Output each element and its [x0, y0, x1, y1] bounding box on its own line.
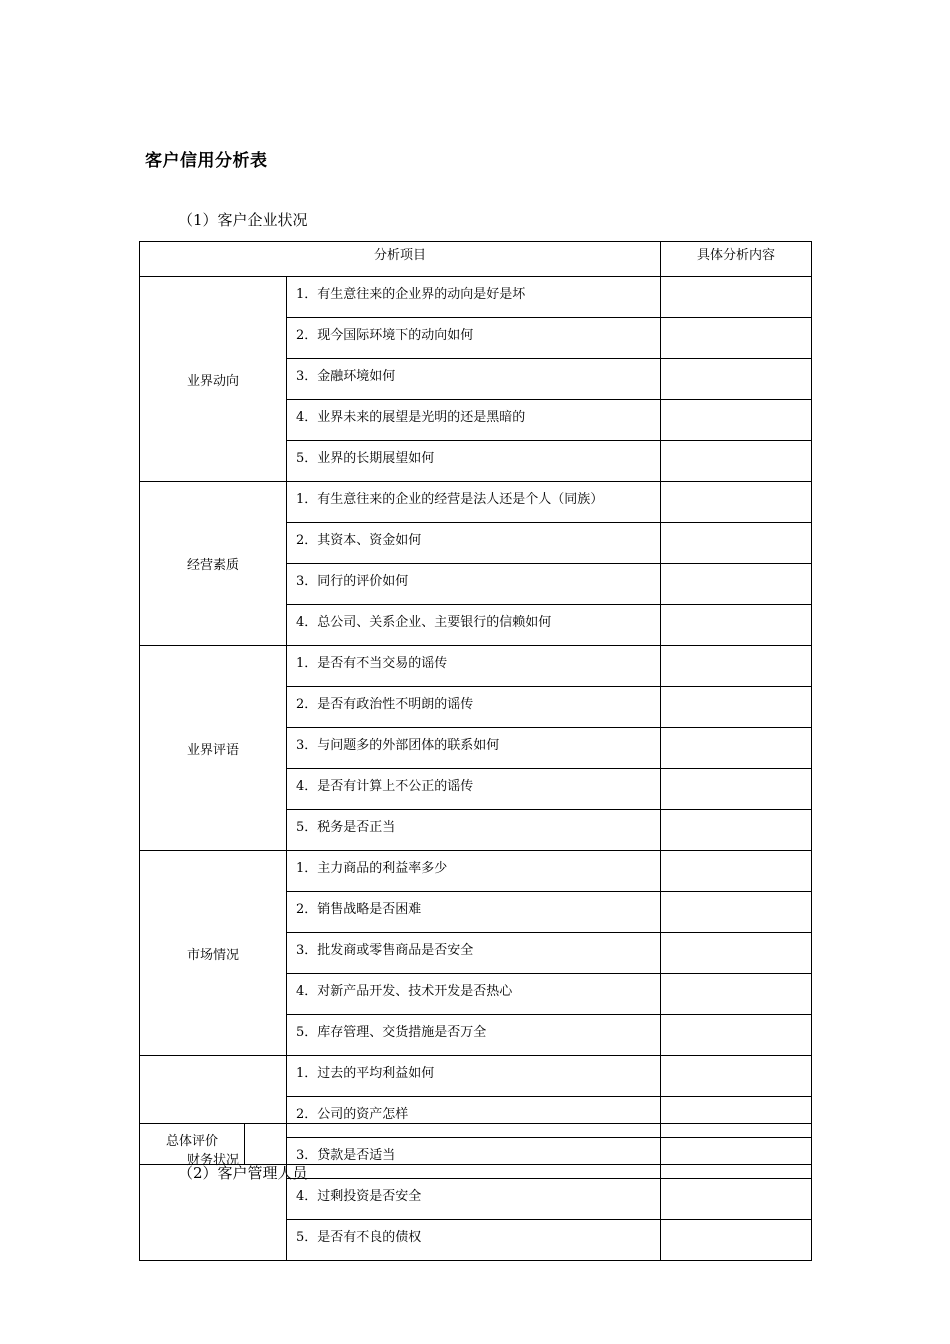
analysis-item-cell: 3．同行的评价如何 — [287, 564, 661, 605]
analysis-content-cell[interactable] — [661, 974, 812, 1015]
analysis-item-cell: 5．税务是否正当 — [287, 810, 661, 851]
analysis-content-cell[interactable] — [661, 523, 812, 564]
analysis-content-cell[interactable] — [661, 482, 812, 523]
analysis-content-cell[interactable] — [661, 810, 812, 851]
analysis-content-cell[interactable] — [661, 769, 812, 810]
analysis-item-cell: 3．批发商或零售商品是否安全 — [287, 933, 661, 974]
header-analysis-item: 分析项目 — [140, 242, 661, 277]
analysis-content-cell[interactable] — [661, 318, 812, 359]
analysis-item-cell: 4．过剩投资是否安全 — [287, 1179, 661, 1220]
analysis-content-cell[interactable] — [661, 277, 812, 318]
analysis-item-cell: 1．有生意往来的企业界的动向是好是坏 — [287, 277, 661, 318]
analysis-item-cell: 2．销售战略是否困难 — [287, 892, 661, 933]
analysis-content-cell[interactable] — [661, 359, 812, 400]
analysis-item-cell: 2．其资本、资金如何 — [287, 523, 661, 564]
analysis-item-cell: 5．是否有不良的债权 — [287, 1220, 661, 1261]
analysis-item-cell: 1．有生意往来的企业的经营是法人还是个人（同族） — [287, 482, 661, 523]
analysis-item-cell: 2．是否有政治性不明朗的谣传 — [287, 687, 661, 728]
analysis-item-cell: 3．金融环境如何 — [287, 359, 661, 400]
table-row — [140, 482, 812, 523]
analysis-content-cell[interactable] — [661, 441, 812, 482]
summary-table — [139, 1123, 812, 1165]
summary-content-cell[interactable] — [245, 1124, 812, 1165]
category-cell: 经营素质 — [140, 482, 287, 646]
analysis-item-cell: 3．贷款是否适当 — [287, 1138, 661, 1179]
analysis-item-cell: 4．业界未来的展望是光明的还是黑暗的 — [287, 400, 661, 441]
category-cell: 财务状况 — [140, 1056, 287, 1261]
analysis-content-cell[interactable] — [661, 1220, 812, 1261]
section-heading-enterprise: （1）客户企业状况 — [178, 211, 308, 229]
category-cell: 业界动向 — [140, 277, 287, 482]
summary-label: 总体评价 — [140, 1124, 245, 1165]
category-cell: 业界评语 — [140, 646, 287, 851]
analysis-item-cell: 2．公司的资产怎样 — [287, 1097, 661, 1138]
analysis-content-cell[interactable] — [661, 851, 812, 892]
header-analysis-content: 具体分析内容 — [661, 242, 812, 277]
analysis-item-cell: 4．总公司、关系企业、主要银行的信赖如何 — [287, 605, 661, 646]
table-header-row — [140, 242, 812, 277]
analysis-content-cell[interactable] — [661, 687, 812, 728]
document-title: 客户信用分析表 — [145, 151, 268, 171]
analysis-table-body — [140, 242, 812, 1261]
table-row — [140, 277, 812, 318]
analysis-item-cell: 3．与问题多的外部团体的联系如何 — [287, 728, 661, 769]
table-row — [140, 851, 812, 892]
table-row — [140, 646, 812, 687]
analysis-item-cell: 2．现今国际环境下的动向如何 — [287, 318, 661, 359]
analysis-item-cell: 5．业界的长期展望如何 — [287, 441, 661, 482]
analysis-content-cell[interactable] — [661, 728, 812, 769]
summary-row — [140, 1124, 812, 1165]
analysis-content-cell[interactable] — [661, 1015, 812, 1056]
analysis-content-cell[interactable] — [661, 1056, 812, 1097]
section-heading-management: （2）客户管理人员 — [178, 1164, 308, 1182]
analysis-content-cell[interactable] — [661, 646, 812, 687]
analysis-content-cell[interactable] — [661, 400, 812, 441]
analysis-content-cell[interactable] — [661, 892, 812, 933]
credit-analysis-table — [139, 241, 812, 1261]
analysis-item-cell: 1．过去的平均利益如何 — [287, 1056, 661, 1097]
analysis-item-cell: 4．是否有计算上不公正的谣传 — [287, 769, 661, 810]
analysis-item-cell: 1．是否有不当交易的谣传 — [287, 646, 661, 687]
table-row — [140, 1056, 812, 1097]
analysis-item-cell: 1．主力商品的利益率多少 — [287, 851, 661, 892]
analysis-item-cell: 5．库存管理、交货措施是否万全 — [287, 1015, 661, 1056]
analysis-item-cell: 4．对新产品开发、技术开发是否热心 — [287, 974, 661, 1015]
analysis-content-cell[interactable] — [661, 564, 812, 605]
analysis-content-cell[interactable] — [661, 605, 812, 646]
analysis-content-cell[interactable] — [661, 933, 812, 974]
analysis-content-cell[interactable] — [661, 1179, 812, 1220]
category-cell: 市场情况 — [140, 851, 287, 1056]
